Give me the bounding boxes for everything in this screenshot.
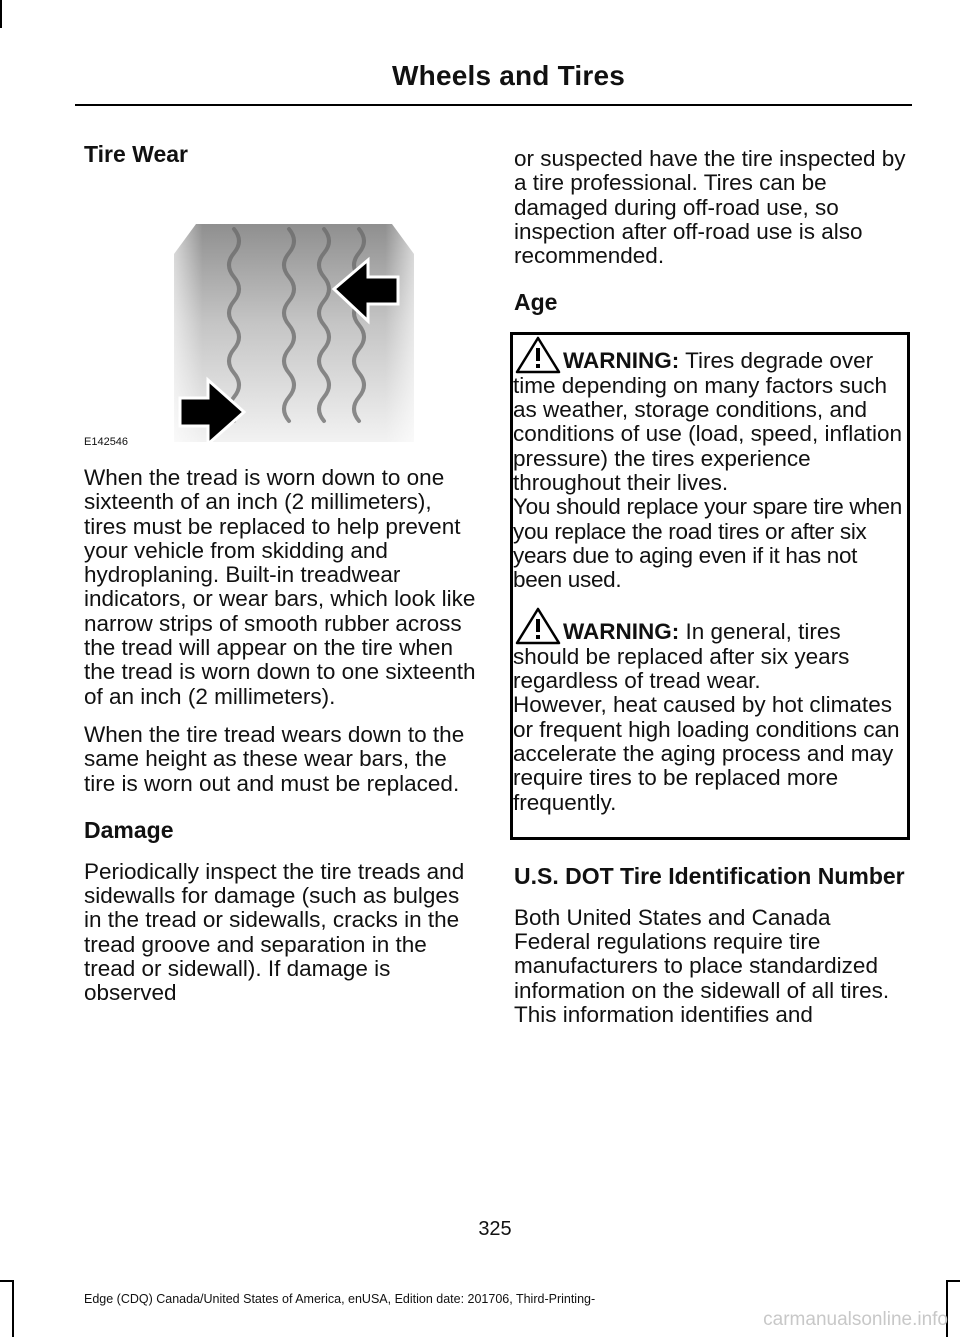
paragraph-damage: Periodically inspect the tire treads and sidewalls for damage (such as bulges in the tread or sidewalls, cracks in the tread groove and separation in the tread or sidewall). If damage is observed xyxy=(84,858,465,1006)
warning-label: WARNING: xyxy=(563,619,680,645)
warning-box xyxy=(510,332,910,839)
edition-footer: Edge (CDQ) Canada/United States of America, enUSA, Edition date: 201706, Third-Printing- xyxy=(84,1292,596,1306)
heading-dot-tin: U.S. DOT Tire Identification Number xyxy=(514,862,905,889)
heading-tire-wear: Tire Wear xyxy=(84,141,188,167)
paragraph-tread-worn: When the tread is worn down to one sixteenth of an inch (2 millimeters), tires must be replaced to help prevent your vehicle from skidding and hydroplaning. Built-in treadwear indicators, or wear bars, which look like narrow strips of smooth rubber across the tread will appear on the tire when the tread is worn down to one sixteenth of an inch (2 millimeters). xyxy=(84,465,476,709)
warning-spare-text: You should replace your spare tire when you replace the road tires or after six years due to aging even if it has not been used. xyxy=(513,494,902,593)
right-column xyxy=(514,147,906,1041)
warning-label: WARNING: xyxy=(563,348,680,374)
header-rule xyxy=(75,104,912,106)
watermark: carmanualsonline.info xyxy=(763,1309,948,1330)
crop-mark xyxy=(0,0,2,28)
paragraph-wear-bars: When the tire tread wears down to the same height as these wear bars, the tire is worn out and must be replaced. xyxy=(84,721,465,796)
heading-age: Age xyxy=(514,289,558,316)
warning-triangle-icon xyxy=(515,335,561,375)
warning-triangle-icon xyxy=(515,606,561,646)
left-column xyxy=(84,140,476,1020)
warning-six-years xyxy=(513,620,907,814)
heading-damage: Damage xyxy=(84,816,174,843)
crop-mark xyxy=(12,1280,14,1337)
tread-wear-figure xyxy=(84,184,414,452)
page-number: 325 xyxy=(478,1218,512,1240)
warning-text: In general, tires should be replaced after six years regardless of tread wear. xyxy=(513,619,850,694)
warning-degrade xyxy=(513,349,907,592)
tire-tread-illustration xyxy=(84,184,414,452)
paragraph-inspection: or suspected have the tire inspected by a tire professional. Tires can be damaged during off-road use, so inspection after off-road use is also recommended. xyxy=(514,146,906,269)
warning-heat-text: However, heat caused by hot climates or frequent high loading conditions can accelerate the aging process and may require tires to be replaced more frequently. xyxy=(513,692,900,815)
warning-text: Tires degrade over time depending on many factors such as weather, storage conditions, and conditions of use (load, speed, inflation pressure) the tires experience throughout their lives. xyxy=(513,348,903,495)
crop-mark xyxy=(946,1280,960,1282)
page-title: Wheels and Tires xyxy=(392,60,625,91)
figure-code: E142546 xyxy=(84,436,129,448)
paragraph-dot: Both United States and Canada Federal regulations require tire manufacturers to place standardized information on the sidewall of all tires. This information identifies and xyxy=(514,904,890,1028)
